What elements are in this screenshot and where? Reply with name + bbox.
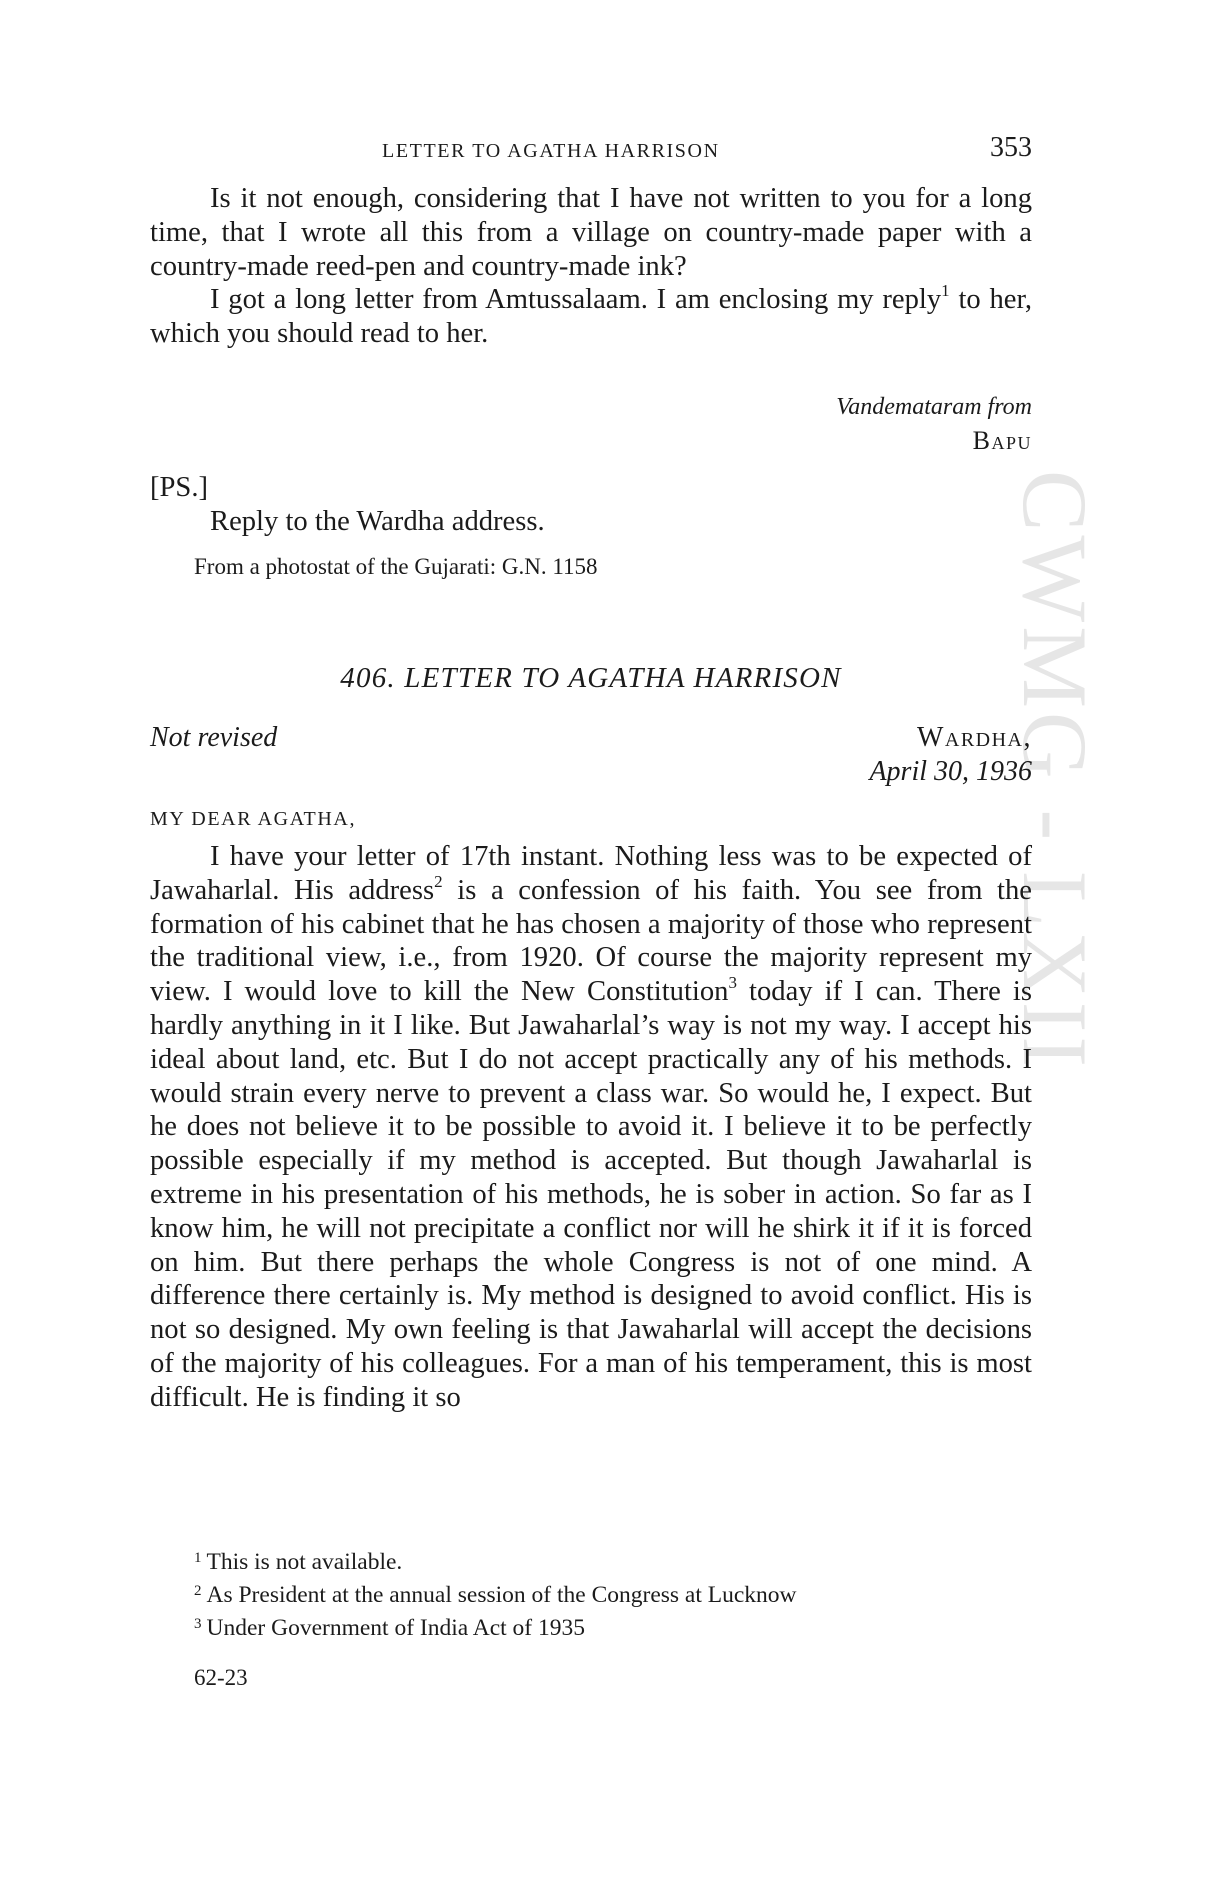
footnote bbox=[194, 1577, 1014, 1610]
signoff-greeting: Vandemataram from bbox=[836, 394, 1032, 420]
printer-signature-mark: 62-23 bbox=[194, 1665, 248, 1690]
document-heading: 406. LETTER TO AGATHA HARRISON bbox=[340, 662, 842, 694]
salutation: MY DEAR AGATHA, bbox=[150, 808, 357, 830]
footnote-text: This is not available. bbox=[206, 1549, 403, 1575]
footnote-mark: 1 bbox=[194, 1550, 202, 1566]
footnote-text: Under Government of India Act of 1935 bbox=[206, 1615, 586, 1641]
page bbox=[150, 0, 1032, 1890]
watermark-text: CWMG - LXII bbox=[1004, 470, 1106, 1071]
source-note: From a photostat of the Gujarati: G.N. 1158 bbox=[194, 554, 598, 579]
letter-date: April 30, 1936 bbox=[869, 756, 1032, 787]
running-head bbox=[150, 132, 1032, 172]
letter-text-run: I have your letter of 17th instant. Nothing less was to be expected of Jawaharlal. His address bbox=[150, 841, 1032, 906]
footnote-text: As President at the annual session of the Congress at Lucknow bbox=[206, 1582, 797, 1608]
letter-place: Wardha, bbox=[916, 722, 1032, 753]
revision-note: Not revised bbox=[150, 722, 278, 753]
footnote-mark: 3 bbox=[194, 1616, 202, 1632]
intro-text bbox=[150, 182, 1032, 351]
intro-paragraph: Is it not enough, considering that I have not written to you for a long time, that I wrote all this from a village on country-made paper with a country-made reed-pen and country-made ink? bbox=[150, 183, 1032, 282]
footnote bbox=[194, 1610, 1014, 1643]
footnote bbox=[194, 1544, 1014, 1577]
postscript-label: [PS.] bbox=[150, 472, 208, 503]
intro-text-run: to her, which you should read to her. bbox=[150, 284, 1032, 350]
footnote-reference: 2 bbox=[434, 871, 443, 891]
postscript-text: Reply to the Wardha address. bbox=[210, 506, 545, 537]
intro-paragraph bbox=[150, 283, 1032, 351]
footnotes bbox=[194, 1544, 1014, 1643]
page-number: 353 bbox=[990, 132, 1032, 163]
letter-body bbox=[150, 840, 1032, 1415]
footnote-reference: 3 bbox=[728, 973, 737, 993]
letter-paragraph bbox=[150, 840, 1032, 1415]
intro-text-run: I got a long letter from Amtussalaam. I am enclosing my reply bbox=[210, 284, 942, 316]
running-title: LETTER TO AGATHA HARRISON bbox=[382, 140, 720, 162]
footnote-mark: 2 bbox=[194, 1583, 202, 1599]
signoff-name: Bapu bbox=[972, 426, 1032, 455]
footnote-reference: 1 bbox=[941, 281, 950, 301]
letter-text-run: is a confession of his faith. You see from the formation of his cabinet that he has chosen a majority of those who represent the traditional view, i.e., from 1920. Of course the majority represent my view. I would love to kill the New Constitution bbox=[150, 874, 1032, 1008]
letter-text-run: today if I can. There is hardly anything in it I like. But Jawaharlal’s way is not my way. I accept his ideal about land, etc. But I do not accept practically any of his methods. I would strain every nerve to prevent a class war. So would he, I expect. But he does not believe it to be possible to avoid it. I believe it to be perfectly possible especially if my method is accepted. But though Jawaharlal is extreme in his presentation of his methods, he is sober in action. So far as I know him, he will not precipitate a conflict nor will he shirk it if it is forced on him. But there perhaps the whole Congress is not of one mind. A difference there certainly is. My method is designed to avoid conflict. His is not so designed. My own feeling is that Jawaharlal will accept the decisions of the majority of his colleagues. For a man of his temperament, this is most difficult. He is finding it so bbox=[150, 976, 1032, 1413]
